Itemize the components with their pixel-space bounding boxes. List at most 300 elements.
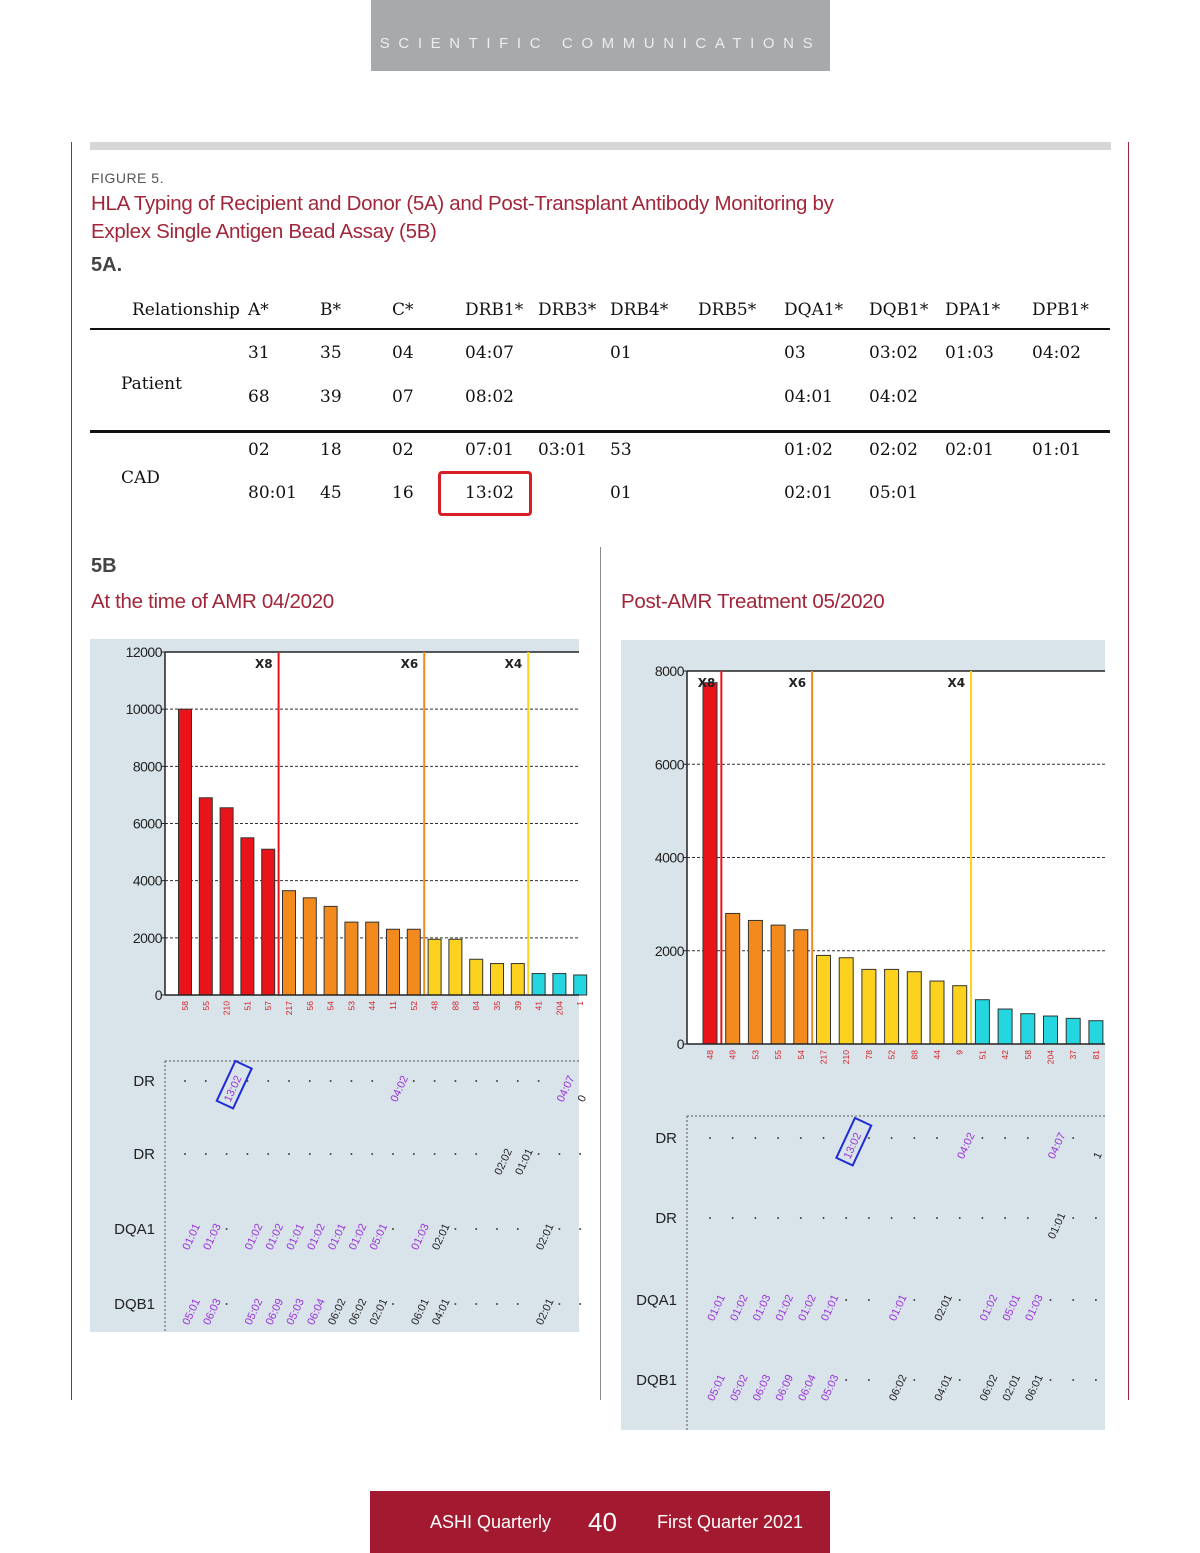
allele-label: 02:01 [1000,1372,1024,1403]
highlight-box-13-02 [438,471,532,516]
table-cell: 04 [392,343,414,363]
column-header: DPA1* [945,300,1001,320]
allele-dot [309,1080,311,1082]
bar [491,964,504,995]
table-cell: 02:01 [784,483,833,503]
allele-cell [978,1293,1001,1323]
allele-cell [1001,1373,1024,1403]
bar [862,969,876,1044]
allele-label: 01:01 [284,1221,307,1252]
bar [1021,1014,1035,1044]
journal-name: ASHI Quarterly [430,1512,552,1532]
y-tick-label: 0 [154,987,162,1003]
chart-svg [90,639,590,1332]
allele-dot [246,1153,248,1155]
allele-label: 05:01 [367,1221,391,1252]
allele-dot [267,1080,269,1082]
allele-dot [959,1379,961,1381]
bar [553,974,566,995]
allele-cell [819,1373,842,1403]
allele-label: 04:01 [932,1372,955,1403]
allele-dot [1072,1217,1074,1219]
allele-cell [705,1373,728,1403]
table-cell: 68 [248,387,270,407]
allele-dot [267,1153,269,1155]
bar [345,922,358,995]
bar [930,981,944,1044]
left-margin-rule [71,142,72,1400]
bar [1044,1016,1058,1044]
allele-dot [1050,1299,1052,1301]
section-b-label: 5B [91,555,117,577]
table-cell: 04:02 [869,387,918,407]
table-cell: 18 [320,440,342,460]
allele-dot [913,1217,915,1219]
allele-cell [409,1297,432,1327]
x-tick-label: 42 [1000,1050,1011,1060]
x-tick-label: 54 [325,1001,336,1011]
allele-label: 02:01 [534,1221,557,1252]
y-tick-label: 12000 [125,644,162,660]
allele-label: 01:01 [180,1221,203,1252]
allele-dot [891,1217,893,1219]
allele-cell [1001,1293,1024,1323]
allele-dot [981,1137,983,1139]
allele-dot [184,1080,186,1082]
allele-dot [732,1217,734,1219]
allele-label: 01:01 [705,1292,728,1323]
x-tick-label: 52 [886,1050,897,1060]
allele-dot [936,1137,938,1139]
x-tick-label: 55 [200,1001,211,1011]
allele-dot [475,1153,477,1155]
allele-cell [430,1222,453,1252]
allele-cell [243,1222,266,1252]
allele-cell [513,1147,536,1177]
bar [817,955,831,1044]
table-cell: 03 [784,343,806,363]
allele-row-label: DR [133,1146,155,1163]
allele-dot [392,1303,394,1305]
allele-label: 06:01 [1023,1372,1046,1403]
x-tick-label: 48 [429,1001,440,1011]
x-tick-label: 53 [750,1050,761,1060]
table-cell: 16 [392,483,414,503]
allele-cell [796,1293,819,1323]
top-rule [90,142,1111,150]
bar [975,1000,989,1044]
table-cell: 08:02 [465,387,514,407]
bar [449,939,462,995]
allele-dot [205,1153,207,1155]
allele-label: 01:02 [977,1292,1001,1323]
allele-dot [475,1228,477,1230]
bar [220,808,233,995]
allele-cell [347,1297,370,1327]
allele-cell [201,1297,224,1327]
page-footer [370,1491,830,1553]
allele-label: 05:01 [705,1372,728,1403]
bar [241,838,254,995]
threshold-label: X8 [254,657,273,671]
table-cell: 04:02 [1032,343,1081,363]
table-cell: 01 [610,483,632,503]
group-rule [90,430,1110,433]
allele-label: 01:01 [887,1292,910,1323]
allele-dot [754,1137,756,1139]
allele-cell [326,1297,349,1327]
x-tick-label: 48 [705,1050,715,1060]
group-label-patient: Patient [121,374,182,394]
x-tick-label: 51 [242,1001,253,1011]
bar [1089,1021,1103,1044]
allele-label: 06:02 [887,1372,910,1403]
allele-dot [413,1153,415,1155]
allele-dot [350,1080,352,1082]
allele-dot [868,1379,870,1381]
allele-label: 04:02 [955,1130,978,1161]
antibody-chart-post-amr [621,640,1105,1430]
allele-label: 06:02 [977,1372,1001,1403]
allele-dot [913,1379,915,1381]
allele-dot [1095,1379,1097,1381]
allele-cell [534,1297,557,1327]
allele-label: 02:01 [932,1292,955,1323]
table-cell: 04:07 [465,343,514,363]
x-tick-label: 217 [818,1050,829,1065]
allele-dot [868,1217,870,1219]
bar [511,964,524,995]
allele-dot [800,1137,802,1139]
threshold-label: X4 [504,657,523,671]
table-cell: 31 [248,343,270,363]
header-rule [90,328,1110,330]
allele-label: 01:03 [750,1292,774,1323]
allele-label: 06:03 [201,1296,224,1327]
x-tick-label: 37 [1068,1050,1079,1060]
x-tick-label: 51 [977,1050,988,1060]
allele-cell [1046,1211,1069,1241]
allele-row-label: DQB1 [636,1372,677,1389]
allele-label: 06:02 [346,1296,370,1327]
allele-dot [517,1228,519,1230]
allele-label: 01:01 [513,1146,536,1177]
x-tick-label: 44 [367,1001,378,1011]
bar [199,798,212,995]
x-tick-label: 35 [492,1001,502,1011]
bar [748,920,762,1044]
allele-dot [1072,1379,1074,1381]
bar [179,709,192,995]
allele-label: 0 [575,1093,590,1104]
allele-dot [709,1217,711,1219]
table-cell: 53 [610,440,632,460]
group-label-cad: CAD [121,468,160,488]
allele-cell [836,1118,871,1165]
allele-dot [732,1137,734,1139]
allele-cell [728,1293,751,1323]
table-cell: 03:01 [538,440,587,460]
chart-title-post-amr: Post-AMR Treatment 05/2020 [621,590,885,613]
allele-cell [264,1222,287,1252]
allele-cell [751,1293,774,1323]
allele-cell [180,1222,203,1252]
allele-label: 01:03 [409,1221,432,1252]
allele-dot [1004,1217,1006,1219]
allele-dot [845,1379,847,1381]
allele-cell [492,1147,515,1177]
y-tick-label: 10000 [125,701,162,718]
table-cell: 02 [248,440,270,460]
allele-dot [1072,1299,1074,1301]
allele-dot [1095,1299,1097,1301]
allele-label: 04:02 [388,1073,411,1104]
allele-cell [347,1222,370,1252]
threshold-label: X6 [788,676,807,690]
allele-cell [819,1293,842,1323]
column-header: A* [248,300,269,320]
bar [726,913,740,1044]
allele-dot [454,1080,456,1082]
y-tick-label: 6000 [132,815,162,832]
allele-dot [579,1153,581,1155]
allele-cell [796,1373,819,1403]
allele-dot [868,1299,870,1301]
page-number: 40 [588,1507,617,1537]
table-cell: 02 [392,440,414,460]
table-cell: 03:02 [869,343,918,363]
x-tick-label: 58 [180,1001,190,1011]
chart-title-amr: At the time of AMR 04/2020 [91,590,334,613]
bar [907,972,921,1044]
section-a-label: 5A. [91,254,123,276]
column-header: B* [320,300,341,320]
table-cell: 07 [392,387,414,407]
table-cell: 04:01 [784,387,833,407]
allele-cell [932,1373,955,1403]
allele-cell [201,1222,224,1252]
bar [532,974,545,995]
allele-label: 05:03 [818,1372,842,1403]
allele-label: 01:02 [346,1221,370,1252]
allele-dot [823,1137,825,1139]
allele-dot [434,1153,436,1155]
allele-dot [392,1153,394,1155]
allele-dot [981,1217,983,1219]
allele-label: 04:07 [554,1073,578,1104]
allele-label: 1 [1091,1150,1105,1161]
x-tick-label: 55 [773,1050,784,1060]
column-header: DRB1* [465,300,524,320]
allele-dot [558,1303,560,1305]
allele-dot [558,1228,560,1230]
allele-dot [226,1303,228,1305]
allele-dot [517,1303,519,1305]
allele-label: 01:03 [1023,1292,1046,1323]
x-tick-label: 53 [346,1001,357,1011]
allele-label: 02:02 [492,1146,515,1177]
allele-label: 06:04 [305,1296,328,1327]
allele-label: 06:03 [750,1372,774,1403]
bar [574,975,587,995]
allele-label: 06:04 [796,1372,819,1403]
column-header: DPB1* [1032,300,1089,320]
allele-dot [538,1080,540,1082]
allele-cell [705,1293,728,1323]
x-tick-label: 11 [388,1001,398,1010]
table-cell: 02:02 [869,440,918,460]
allele-cell [534,1222,557,1252]
x-tick-label: 9 [954,1050,965,1055]
x-tick-label: 44 [932,1050,942,1060]
allele-label: 02:01 [430,1221,453,1252]
allele-cell [751,1373,774,1403]
allele-dot [288,1153,290,1155]
figure-label: FIGURE 5. [91,170,164,186]
allele-dot [517,1080,519,1082]
threshold-label: X6 [400,657,419,671]
allele-dot [777,1137,779,1139]
allele-dot [777,1217,779,1219]
allele-dot [800,1217,802,1219]
allele-dot [936,1217,938,1219]
table-cell: 01:02 [784,440,833,460]
bar [262,849,275,995]
x-tick-label: 49 [727,1050,738,1060]
allele-dot [496,1228,498,1230]
allele-label: 02:01 [534,1296,557,1327]
x-tick-label: 81 [1090,1050,1101,1060]
allele-cell [955,1131,978,1161]
allele-cell [430,1297,453,1327]
bar [303,898,316,995]
x-tick-label: 52 [408,1001,419,1011]
x-tick-label: 54 [795,1050,806,1060]
allele-dot [913,1299,915,1301]
bar [428,939,441,995]
allele-dot [823,1217,825,1219]
y-tick-label: 6000 [654,756,684,773]
allele-label: 04:01 [430,1296,453,1327]
x-tick-label: 39 [512,1001,523,1011]
allele-label: 06:01 [409,1296,432,1327]
x-tick-label: 204 [554,1001,565,1016]
allele-label: 01:01 [818,1292,842,1323]
x-tick-label: 217 [284,1001,294,1016]
allele-cell [180,1297,203,1327]
allele-cell [1023,1373,1046,1403]
allele-dot [1095,1217,1097,1219]
allele-cell [576,1093,589,1104]
bar [407,929,420,995]
allele-dot [754,1217,756,1219]
allele-cell [555,1074,578,1104]
allele-label: 02:01 [367,1296,391,1327]
allele-dot [868,1137,870,1139]
allele-label: 04:07 [1045,1130,1069,1161]
allele-cell [1091,1150,1104,1161]
threshold-label: X8 [697,676,716,690]
column-header: Relationship [132,300,240,320]
allele-cell [217,1061,252,1108]
allele-dot [558,1153,560,1155]
allele-cell [932,1293,955,1323]
x-tick-label: 88 [450,1001,461,1011]
allele-label: 05:02 [728,1372,751,1403]
y-tick-label: 4000 [654,849,684,866]
allele-dot [371,1080,373,1082]
table-cell: 01 [610,343,632,363]
y-tick-label: 2000 [132,929,162,946]
allele-cell [284,1222,307,1252]
allele-dot [1072,1137,1074,1139]
allele-dot [350,1153,352,1155]
allele-label: 06:02 [326,1296,349,1327]
allele-label: 01:01 [1045,1210,1069,1241]
x-tick-label: 57 [263,1001,274,1011]
allele-dot [454,1228,456,1230]
table-cell: 01:03 [945,343,994,363]
bar [771,925,785,1044]
allele-dot [454,1153,456,1155]
bar [1066,1018,1080,1044]
allele-cell [774,1293,797,1323]
allele-label: 01:01 [326,1221,349,1252]
bar [885,969,899,1044]
bar [324,906,337,995]
table-cell: 05:01 [869,483,918,503]
allele-label: 01:02 [263,1221,287,1252]
allele-label: 01:02 [305,1221,328,1252]
bar [283,891,296,995]
x-tick-label: 56 [304,1001,315,1011]
column-header: DQA1* [784,300,844,320]
column-header: DQB1* [869,300,929,320]
column-header: C* [392,300,414,320]
allele-cell [409,1222,432,1252]
allele-row-label: DQA1 [114,1221,155,1238]
y-tick-label: 0 [676,1036,684,1052]
allele-label: 01:02 [796,1292,819,1323]
allele-cell [978,1373,1001,1403]
allele-dot [1027,1217,1029,1219]
bar [366,922,379,995]
allele-label: 05:02 [242,1296,266,1327]
allele-dot [184,1153,186,1155]
allele-dot [496,1080,498,1082]
allele-label: 05:01 [180,1296,203,1327]
x-tick-label: 1 [575,1001,586,1006]
allele-row-label: DR [655,1210,677,1227]
allele-dot [496,1303,498,1305]
bar [794,930,808,1044]
allele-dot [434,1080,436,1082]
allele-row-label: DQB1 [114,1296,155,1313]
allele-dot [371,1153,373,1155]
table-cell: 45 [320,483,342,503]
x-tick-label: 210 [841,1050,852,1065]
section-banner: SCIENTIFIC COMMUNICATIONS [371,0,830,71]
allele-cell [368,1297,391,1327]
x-tick-label: 58 [1022,1050,1033,1060]
allele-row-label: DR [133,1073,155,1090]
allele-cell [284,1297,307,1327]
column-divider [600,547,601,1400]
allele-dot [1004,1137,1006,1139]
table-cell: 80:01 [248,483,297,503]
right-margin-rule [1128,142,1129,1400]
column-header: DRB4* [610,300,669,320]
